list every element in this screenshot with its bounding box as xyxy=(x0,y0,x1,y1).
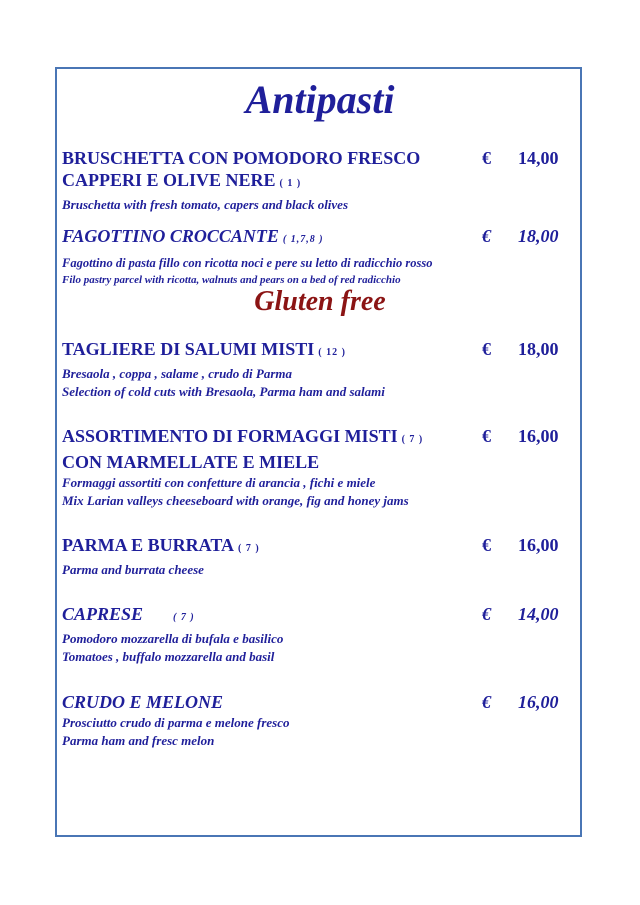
menu-item-parma-burrata xyxy=(62,534,572,579)
currency-symbol: € xyxy=(482,535,491,555)
currency-symbol: € xyxy=(482,692,491,712)
item-description-it: Bresaola , coppa , salame , crudo di Parma xyxy=(62,366,293,381)
item-description-en: Bruschetta with fresh tomato, capers and black olives xyxy=(62,197,349,212)
allergen-codes: ( 12 ) xyxy=(318,347,346,358)
gluten-free-heading: Gluten free xyxy=(254,286,386,317)
currency-symbol: € xyxy=(482,148,491,168)
item-description-en: Parma ham and fresc melon xyxy=(62,733,215,748)
item-price: 16,00 xyxy=(518,692,559,712)
item-price: 16,00 xyxy=(518,535,559,555)
currency-symbol: € xyxy=(482,604,491,624)
item-price: 18,00 xyxy=(518,226,559,246)
currency-symbol: € xyxy=(482,226,491,246)
item-price: 16,00 xyxy=(518,426,559,446)
item-name: ASSORTIMENTO DI FORMAGGI MISTI ( 7 ) xyxy=(62,426,424,446)
menu-item-formaggi xyxy=(62,425,572,510)
menu-item-caprese xyxy=(62,603,572,666)
allergen-codes: ( 1 ) xyxy=(279,178,302,189)
menu-item-fagottino xyxy=(62,225,572,289)
item-description-en: Tomatoes , buffalo mozzarella and basil xyxy=(62,649,275,664)
item-price: 14,00 xyxy=(518,148,559,168)
item-name: TAGLIERE DI SALUMI MISTI ( 12 ) xyxy=(62,339,346,359)
item-name-line2: CON MARMELLATE E MIELE xyxy=(62,452,320,472)
item-name: FAGOTTINO CROCCANTE ( 1,7,8 ) xyxy=(62,226,324,246)
item-name: CRUDO E MELONE xyxy=(62,692,224,712)
item-description-it: Formaggi assortiti con confetture di arancia , fichi e miele xyxy=(62,475,376,490)
menu-item-tagliere xyxy=(62,338,572,401)
allergen-codes: ( 7 ) xyxy=(401,434,424,445)
currency-symbol: € xyxy=(482,339,491,359)
item-description-en: Mix Larian valleys cheeseboard with orange, fig and honey jams xyxy=(62,493,409,508)
item-description-it: Prosciutto crudo di parma e melone fresco xyxy=(62,715,290,730)
item-name: PARMA E BURRATA ( 7 ) xyxy=(62,535,260,555)
allergen-codes: ( 1,7,8 ) xyxy=(282,234,324,245)
item-description-it: Fagottino di pasta fillo con ricotta noci e pere su letto di radicchio rosso xyxy=(62,256,433,270)
item-description-en: Selection of cold cuts with Bresaola, Parma ham and salami xyxy=(62,384,385,399)
item-price: 14,00 xyxy=(518,604,559,624)
allergen-codes: ( 7 ) xyxy=(238,543,260,554)
item-description-en: Parma and burrata cheese xyxy=(62,562,204,577)
menu-item-crudo-melone xyxy=(62,691,572,750)
currency-symbol: € xyxy=(482,426,491,446)
item-name: BRUSCHETTA CON POMODORO FRESCO xyxy=(62,148,421,168)
menu-item-bruschetta xyxy=(62,147,572,214)
item-description-it: Pomodoro mozzarella di bufala e basilico xyxy=(62,631,284,646)
item-name-line2: CAPPERI E OLIVE NERE ( 1 ) xyxy=(62,170,302,190)
allergen-codes: ( 7 ) xyxy=(173,612,195,623)
item-name: CAPRESE ( 7 ) xyxy=(62,604,195,624)
item-price: 18,00 xyxy=(518,339,559,359)
item-description-en: Filo pastry parcel with ricotta, walnuts and pears on a bed of red radicchio xyxy=(62,274,401,286)
menu-title: Antipasti xyxy=(245,77,395,122)
